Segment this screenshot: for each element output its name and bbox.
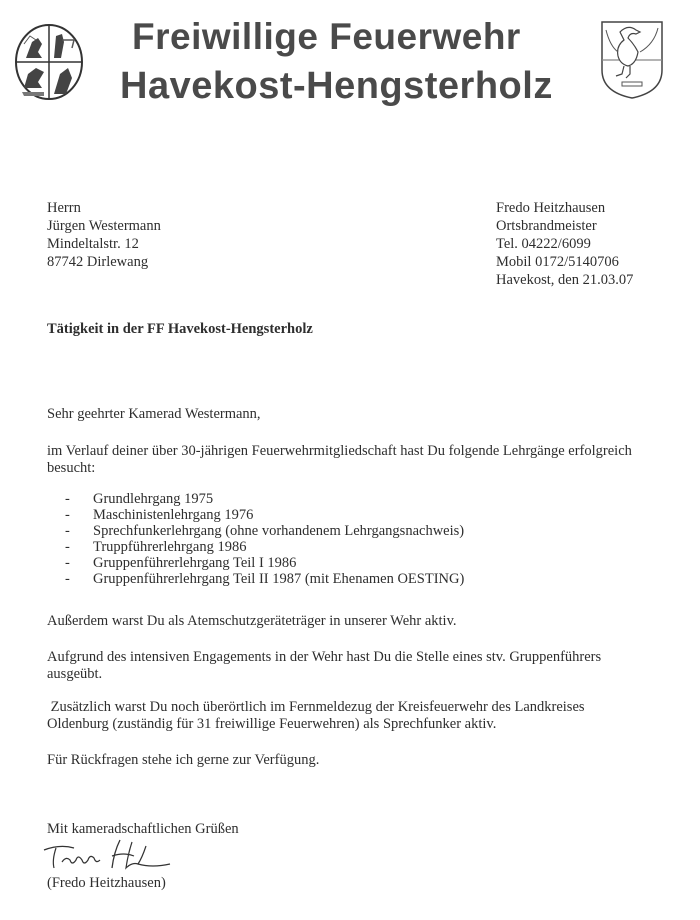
recipient-city: 87742 Dirlewang — [47, 254, 149, 270]
course-name: Sprechfunkerlehrgang (ohne vorhandenem Lehrgangsnachweis) — [93, 523, 465, 539]
printed-name: (Fredo Heitzhausen) — [47, 875, 166, 891]
sender-phone: Tel. 04222/6099 — [496, 236, 591, 252]
course-list — [47, 491, 464, 587]
letterhead-title-line1: Freiwillige Feuerwehr — [132, 16, 521, 57]
course-name: Gruppenführerlehrgang Teil I 1986 — [93, 555, 297, 571]
sender-block — [496, 199, 633, 289]
paragraph-respiratory: Außerdem warst Du als Atemschutzgeräteträger in unserer Wehr aktiv. — [47, 613, 457, 629]
list-bullet: - — [65, 507, 70, 523]
list-item — [47, 571, 464, 587]
engagement-line-2: ausgeübt. — [47, 666, 103, 682]
sender-mobile: Mobil 0172/5140706 — [496, 254, 619, 270]
list-bullet: - — [65, 571, 70, 587]
course-name: Truppführerlehrgang 1986 — [93, 539, 247, 555]
paragraph-engagement — [47, 649, 601, 683]
course-name: Maschinistenlehrgang 1976 — [93, 507, 254, 523]
list-bullet: - — [65, 491, 70, 507]
sender-place-date: Havekost, den 21.03.07 — [496, 272, 634, 288]
letter-subject: Tätigkeit in der FF Havekost-Hengsterholz — [47, 321, 313, 337]
paragraph-radio — [47, 699, 585, 733]
radio-line-2: Oldenburg (zuständig für 31 freiwillige Feuerwehren) als Sprechfunker aktiv. — [47, 716, 497, 732]
list-bullet: - — [65, 523, 70, 539]
recipient-address — [47, 199, 161, 271]
course-name: Gruppenführerlehrgang Teil II 1987 (mit Ehenamen OESTING) — [93, 571, 465, 587]
intro-paragraph — [47, 443, 632, 477]
list-item — [47, 555, 464, 571]
recipient-street: Mindeltalstr. 12 — [47, 236, 139, 252]
list-item — [47, 491, 464, 507]
sender-name: Fredo Heitzhausen — [496, 200, 606, 216]
recipient-name: Jürgen Westermann — [47, 218, 161, 234]
intro-line-2: besucht: — [47, 460, 96, 476]
recipient-title: Herrn — [47, 200, 81, 216]
list-bullet: - — [65, 539, 70, 555]
list-item — [47, 507, 464, 523]
greeting: Sehr geehrter Kamerad Westermann, — [47, 406, 261, 422]
fire-brigade-emblem-icon — [14, 22, 84, 102]
swan-coat-of-arms-icon — [600, 20, 664, 100]
list-bullet: - — [65, 555, 70, 571]
course-name: Grundlehrgang 1975 — [93, 491, 214, 507]
list-item — [47, 523, 464, 539]
engagement-line-1: Aufgrund des intensiven Engagements in der Wehr hast Du die Stelle eines stv. Gruppenführers — [47, 649, 602, 665]
paragraph-questions: Für Rückfragen stehe ich gerne zur Verfügung. — [47, 752, 320, 768]
radio-line-1: Zusätzlich warst Du noch überörtlich im Fernmeldezug der Kreisfeuerwehr des Landkreises — [47, 699, 585, 715]
sender-role: Ortsbrandmeister — [496, 218, 597, 234]
list-item — [47, 539, 464, 555]
letterhead-title-line2: Havekost-Hengsterholz — [120, 65, 553, 107]
closing-regards: Mit kameradschaftlichen Grüßen — [47, 821, 239, 837]
intro-line-1: im Verlauf deiner über 30-jährigen Feuerwehrmitgliedschaft hast Du folgende Lehrgänge erfolgreich — [47, 443, 632, 459]
handwritten-signature-icon — [42, 838, 172, 874]
